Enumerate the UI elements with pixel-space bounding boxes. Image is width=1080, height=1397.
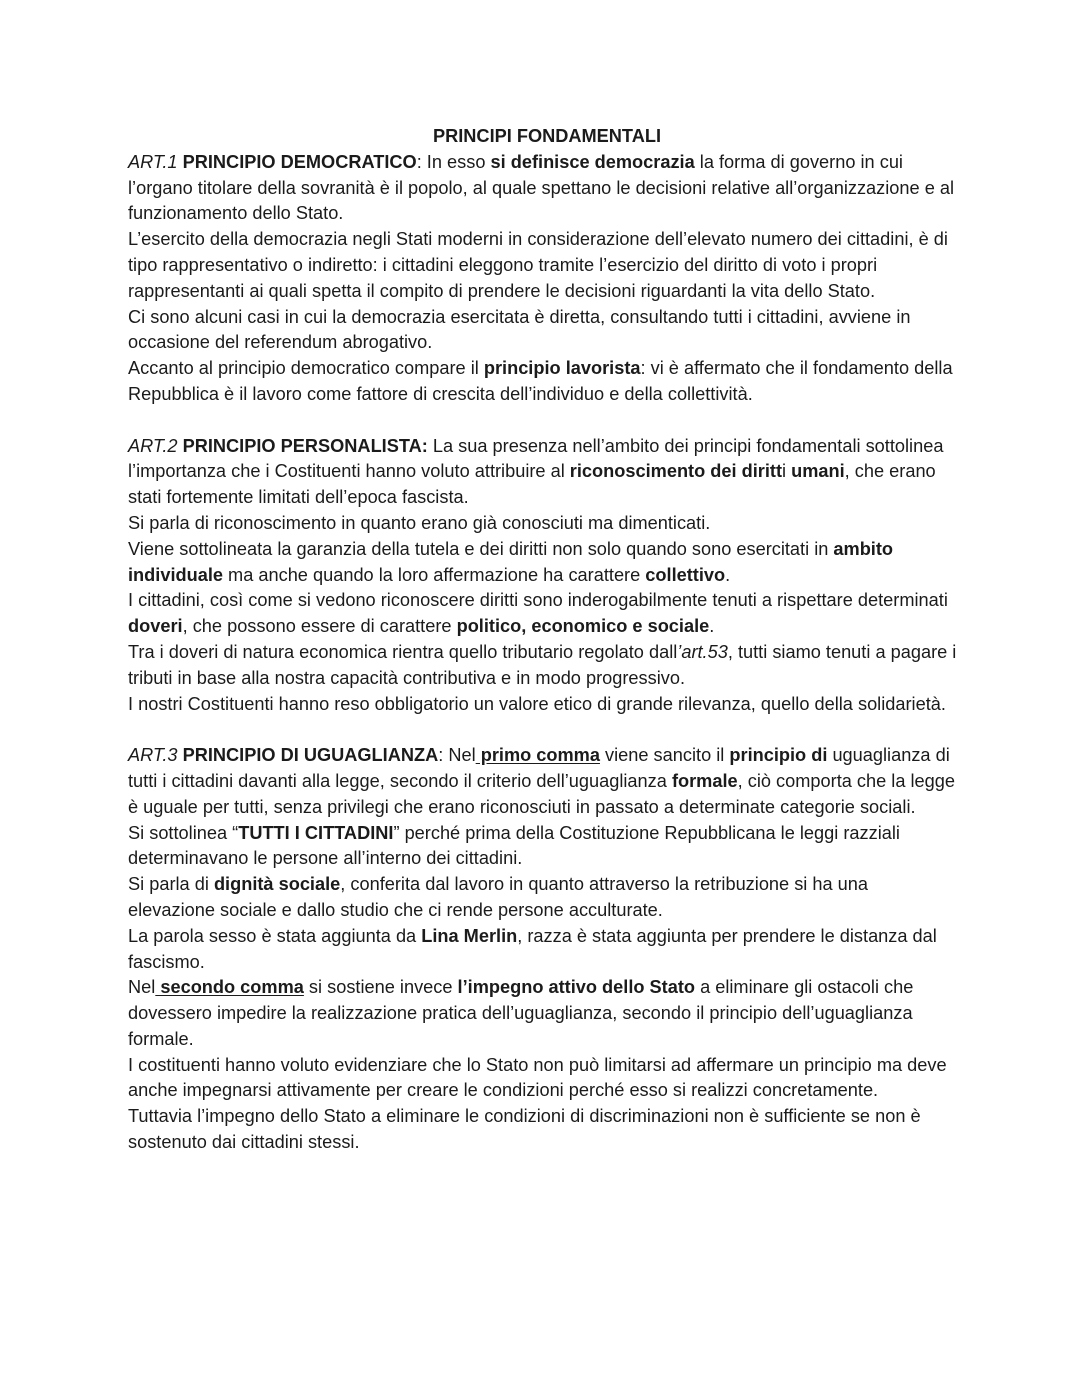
art3-paragraph-7: Tuttavia l’impegno dello Stato a eliminare le condizioni di discriminazioni non è sufficiente se non è sostenuto dai cittadini stessi. [128,1106,921,1153]
page-title: PRINCIPI FONDAMENTALI [432,126,661,146]
art2-paragraph-4: I cittadini, così come si vedono riconoscere diritti sono inderogabilmente tenuti a rispettare determinati doveri, che possono essere di carattere politico, economico e sociale. [128,590,948,637]
section-spacer [128,717,960,743]
section-spacer [128,408,960,434]
art1-paragraph-1: ART.1 PRINCIPIO DEMOCRATICO: In esso si definisce democrazia la forma di governo in cui l’organo titolare della sovranità è il popolo, al quale spettano le decisioni relative all’organizzazione e al funzionamento dello Stato. [128,151,955,224]
art3-paragraph-5: Nel secondo comma si sostiene invece l’impegno attivo dello Stato a eliminare gli ostacoli che dovessero impedire la realizzazione pratica dell’uguaglianza, secondo il principio dell’uguaglianza formale. [128,977,914,1049]
art1-paragraph-4: Accanto al principio democratico compare il principio lavorista: vi è affermato che il fondamento della Repubblica è il lavoro come fattore di crescita dell’individuo e della collettività. [128,358,953,404]
art1-heading: PRINCIPIO DEMOCRATICO [182,151,417,172]
art2-paragraph-3: Viene sottolineata la garanzia della tutela e dei diritti non solo quando sono esercitati in ambito individuale ma anche quando la loro affermazione ha carattere collettivo. [128,538,894,585]
art3-paragraph-4: La parola sesso è stata aggiunta da Lina Merlin, razza è stata aggiunta per prendere le distanza dal fascismo. [128,925,937,972]
art3-paragraph-3: Si parla di dignità sociale, conferita dal lavoro in quanto attraverso la retribuzione si ha una elevazione sociale e dallo studio che ci rende persone acculturate. [128,874,869,920]
art2-paragraph-1: ART.2 PRINCIPIO PERSONALISTA: La sua presenza nell’ambito dei principi fondamentali sottolinea l’importanza che i Costituenti hanno voluto attribuire al riconoscimento dei diritti umani, che erano stati fortemente limitati dell’epoca fascista. [128,435,944,508]
art3-paragraph-2: Si sottolinea “TUTTI I CITTADINI” perché prima della Costituzione Repubblicana le leggi razziali determinavano le persone all’interno dei cittadini. [128,822,900,869]
art3-paragraph-6: I costituenti hanno voluto evidenziare che lo Stato non può limitarsi ad affermare un principio ma deve anche impegnarsi attivamente per creare le condizioni perché esso si realizzi concretamente. [128,1054,947,1101]
art2-paragraph-6: I nostri Costituenti hanno reso obbligatorio un valore etico di grande rilevanza, quello della solidarietà. [128,693,946,714]
art1-label: ART.1 [128,151,178,172]
art1-paragraph-2: L’esercito della democrazia negli Stati moderni in considerazione dell’elevato numero dei cittadini, è di tipo rappresentativo o indiretto: i cittadini eleggono tramite l’esercizio del diritto di voto i propri rappresentanti ai quali spetta il compito di prendere le decisioni riguardanti la vita dello Stato. [128,229,948,301]
art3-heading: PRINCIPIO DI UGUAGLIANZA [177,745,439,766]
art2-paragraph-5: Tra i doveri di natura economica rientra quello tributario regolato dall’art.53, tutti siamo tenuti a pagare i tributi in base alla nostra capacità contributiva e in modo progressivo. [128,641,957,688]
art3-paragraph-1: ART.3 PRINCIPIO DI UGUAGLIANZA: Nel primo comma viene sancito il principio di uguaglianza di tutti i cittadini davanti alla legge, secondo il criterio dell’uguaglianza formale, ciò comporta che la legge è uguale per tutti, senza privilegi che erano riconosciuti in passato a determinate categorie sociali. [128,745,956,817]
art2-label: ART.2 [128,435,178,456]
document-page [128,124,960,1156]
art3-label: ART.3 [128,745,178,766]
art2-heading: PRINCIPIO PERSONALISTA: [177,435,428,456]
art1-paragraph-3: Ci sono alcuni casi in cui la democrazia esercitata è diretta, consultando tutti i cittadini, avviene in occasione del referendum abrogativo. [128,306,911,353]
art2-paragraph-2: Si parla di riconoscimento in quanto erano già conosciuti ma dimenticati. [128,512,711,533]
